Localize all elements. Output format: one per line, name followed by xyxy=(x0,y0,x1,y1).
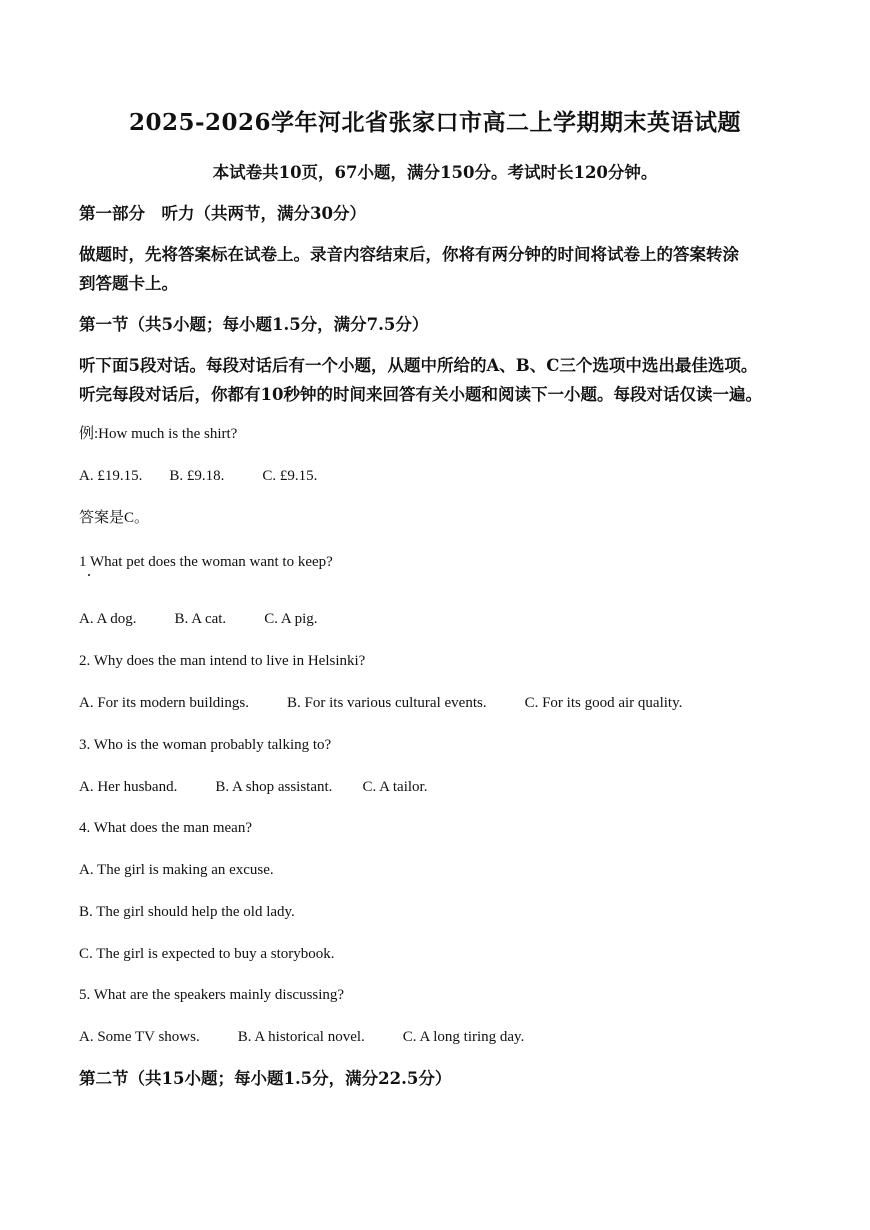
q1-option-a: A. A dog. xyxy=(79,611,137,627)
example-option-c: C. £9.15. xyxy=(262,468,318,484)
example-option-b: B. £9.18. xyxy=(169,468,225,484)
q4-option-a: A. The girl is making an excuse. xyxy=(79,862,274,878)
q3-option-a: A. Her husband. xyxy=(79,779,178,795)
question-4-stem: 4. What does the man mean? xyxy=(79,820,252,836)
example-question: 例:How much is the shirt? xyxy=(79,426,238,442)
q1-option-b: B. A cat. xyxy=(174,611,227,627)
section1-instruction-line2: 听完每段对话后，你都有10秒钟的时间来回答有关小题和阅读下一小题。每段对话仅读一遍。 xyxy=(79,385,762,404)
q2-option-c: C. For its good air quality. xyxy=(524,695,683,711)
q2-option-a: A. For its modern buildings. xyxy=(79,695,250,711)
section2-heading: 第二节（共15小题；每小题1.5分，满分22.5分） xyxy=(79,1069,452,1088)
stray-dot xyxy=(88,574,90,576)
question-5-stem: 5. What are the speakers mainly discussing? xyxy=(79,987,345,1003)
question-2-stem: 2. Why does the man intend to live in Helsinki? xyxy=(79,653,366,669)
question-1-stem: 1 What pet does the woman want to keep? xyxy=(79,554,333,570)
question-3-options xyxy=(79,777,427,797)
section1-instruction-line1: 听下面5段对话。每段对话后有一个小题，从题中所给的A、B、C三个选项中选出最佳选项。 xyxy=(79,356,758,375)
question-1-options xyxy=(79,609,318,629)
q3-option-c: C. A tailor. xyxy=(362,779,428,795)
section1-heading: 第一节（共5小题；每小题1.5分，满分7.5分） xyxy=(79,315,429,334)
exam-info: 本试卷共10页，67小题，满分150分。考试时长120分钟。 xyxy=(212,163,658,182)
part1-instruction-line1: 做题时，先将答案标在试卷上。录音内容结束后，你将有两分钟的时间将试卷上的答案转涂 xyxy=(79,245,739,264)
part1-heading: 第一部分 听力（共两节，满分30分） xyxy=(79,204,366,223)
example-answer: 答案是C。 xyxy=(79,510,150,526)
question-2-options xyxy=(79,693,682,713)
question-3-stem: 3. Who is the woman probably talking to? xyxy=(79,737,332,753)
q5-option-b: B. A historical novel. xyxy=(237,1029,365,1045)
q5-option-c: C. A long tiring day. xyxy=(402,1029,525,1045)
q3-option-b: B. A shop assistant. xyxy=(215,779,333,795)
part1-instruction-line2: 到答题卡上。 xyxy=(79,274,178,293)
document-title: 2025-2026学年河北省张家口市高二上学期期末英语试题 xyxy=(128,109,742,136)
example-options xyxy=(79,466,317,486)
example-option-a: A. £19.15. xyxy=(79,468,143,484)
q1-option-c: C. A pig. xyxy=(264,611,318,627)
q2-option-b: B. For its various cultural events. xyxy=(287,695,487,711)
q4-option-b: B. The girl should help the old lady. xyxy=(79,904,295,920)
q5-option-a: A. Some TV shows. xyxy=(79,1029,200,1045)
q4-option-c: C. The girl is expected to buy a storybook. xyxy=(79,946,335,962)
question-5-options xyxy=(79,1027,524,1047)
